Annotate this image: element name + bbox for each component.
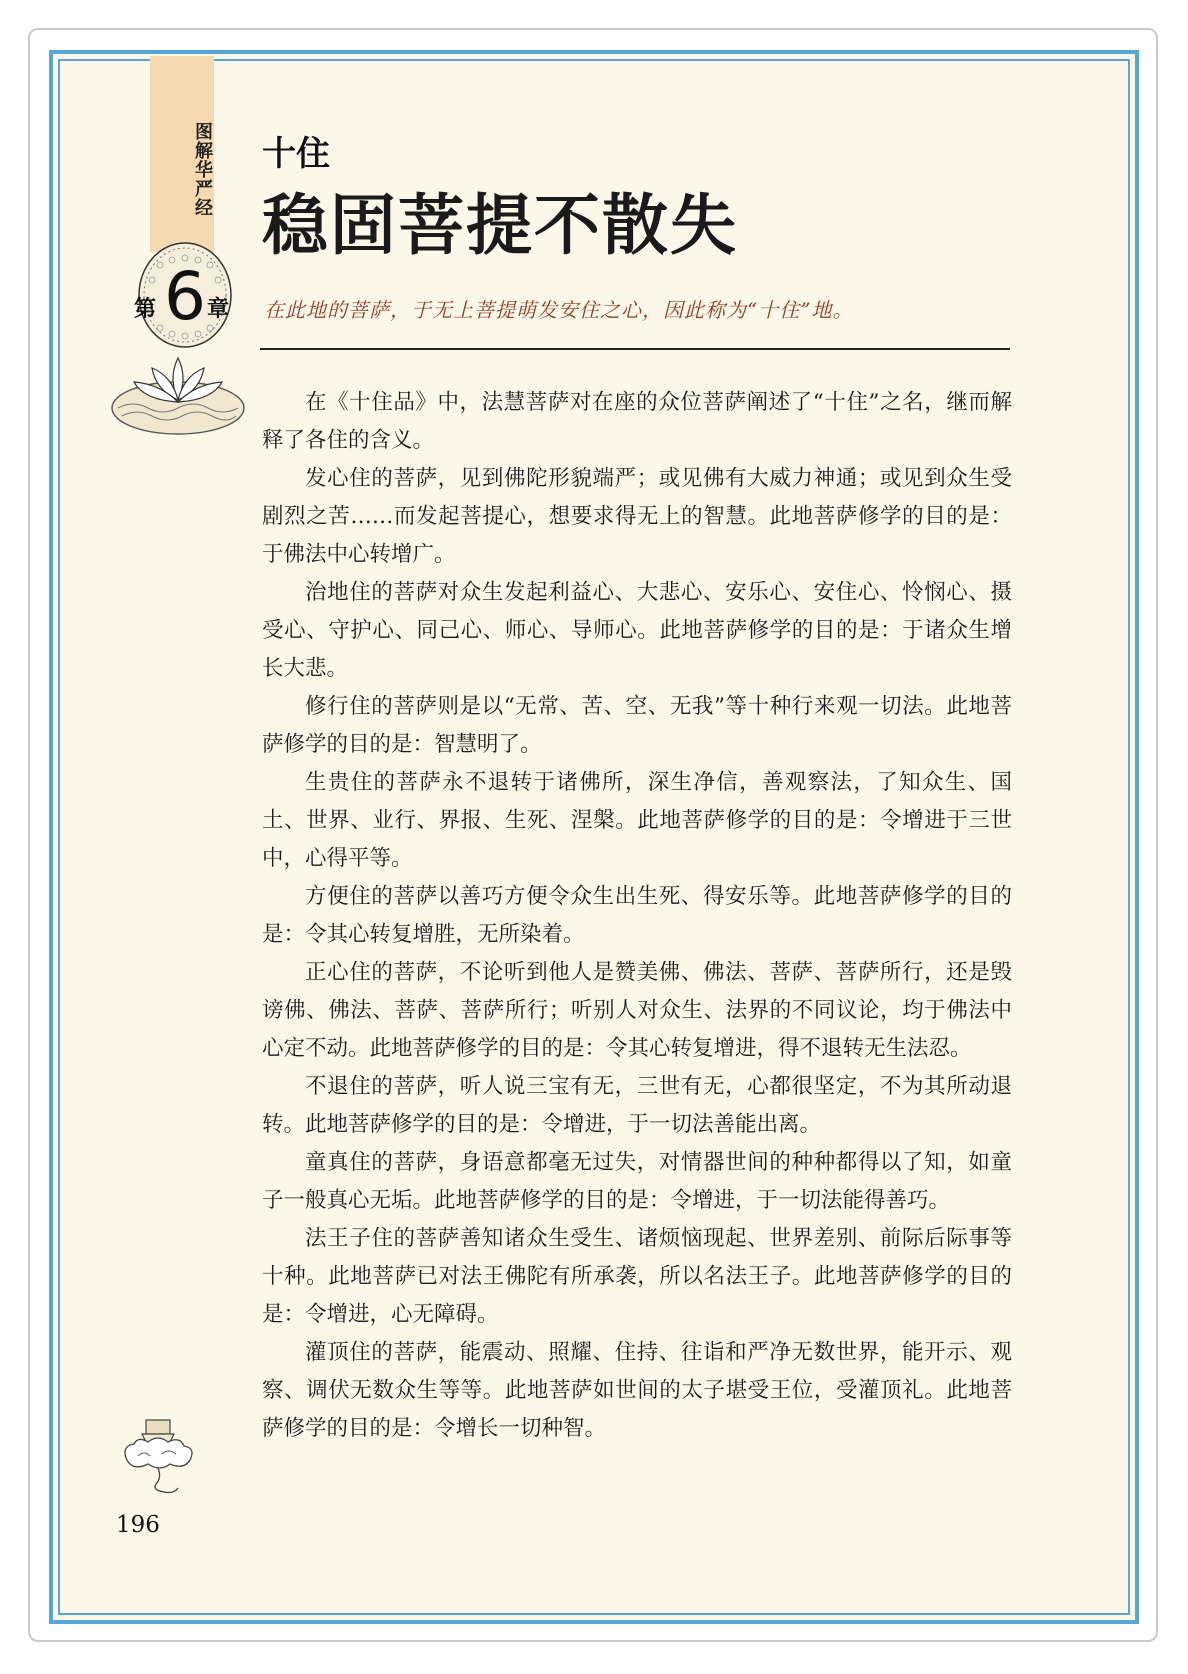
divider	[260, 348, 1010, 350]
paragraph: 灌顶住的菩萨，能震动、照耀、住持、往诣和严净无数世界，能开示、观察、调伏无数众生等等。此地菩萨如世间的太子堪受王位，受灌顶礼。此地菩萨修学的目的是：令增长一切种智。	[262, 1340, 1012, 1441]
page-number: 196	[116, 1512, 160, 1538]
section-subtitle: 十住	[262, 134, 330, 174]
paragraph: 在《十住品》中，法慧菩萨对在座的众位菩萨阐述了“十住”之名，继而解释了各住的含义。	[262, 390, 1012, 453]
paragraph: 发心住的菩萨，见到佛陀形貌端严；或见佛有大威力神通；或见到众生受剧烈之苦……而发起菩提心，想要求得无上的智慧。此地菩萨修学的目的是：于佛法中心转增广。	[262, 466, 1012, 567]
intro-line: 在此地的菩萨，于无上菩提萌发安住之心，因此称为“十住”地。	[264, 298, 854, 322]
body-text	[262, 384, 1012, 1448]
auspicious-cloud-emblem-icon	[118, 1412, 198, 1496]
paragraph: 童真住的菩萨，身语意都毫无过失，对情器世间的种种都得以了知，如童子一般真心无垢。此地菩萨修学的目的是：令增进，于一切法能得善巧。	[262, 1150, 1012, 1213]
paragraph: 修行住的菩萨则是以“无常、苦、空、无我”等十种行来观一切法。此地菩萨修学的目的是：智慧明了。	[262, 694, 1012, 757]
paragraph: 不退住的菩萨，听人说三宝有无，三世有无，心都很坚定，不为其所动退转。此地菩萨修学的目的是：令增进，于一切法善能出离。	[262, 1074, 1012, 1137]
chapter-suffix: 章	[207, 297, 230, 322]
chapter-prefix: 第	[134, 297, 157, 322]
chapter-number: 6	[164, 258, 206, 335]
lotus-icon	[108, 350, 248, 438]
paragraph: 治地住的菩萨对众生发起利益心、大悲心、安乐心、安住心、怜悯心、摄受心、守护心、同己心、师心、导师心。此地菩萨修学的目的是：于诸众生增长大悲。	[262, 580, 1012, 681]
paragraph: 正心住的菩萨，不论听到他人是赞美佛、佛法、菩萨、菩萨所行，还是毁谤佛、佛法、菩萨、菩萨所行；听别人对众生、法界的不同议论，均于佛法中心定不动。此地菩萨修学的目的是：令其心转复增进，得不退转无生法忍。	[262, 960, 1012, 1061]
paragraph: 生贵住的菩萨永不退转于诸佛所，深生净信，善观察法，了知众生、国土、世界、业行、界报、生死、涅槃。此地菩萨修学的目的是：令增进于三世中，心得平等。	[262, 770, 1012, 871]
side-tab-label: 图解华严经	[192, 121, 213, 217]
page-title: 稳固菩提不散失	[262, 186, 738, 264]
paragraph: 方便住的菩萨以善巧方便令众生出生死、得安乐等。此地菩萨修学的目的是：令其心转复增胜，无所染着。	[262, 884, 1012, 947]
paragraph: 法王子住的菩萨善知诸众生受生、诸烦恼现起、世界差别、前际后际事等十种。此地菩萨已对法王佛陀有所承袭，所以名法王子。此地菩萨修学的目的是：令增进，心无障碍。	[262, 1226, 1012, 1327]
